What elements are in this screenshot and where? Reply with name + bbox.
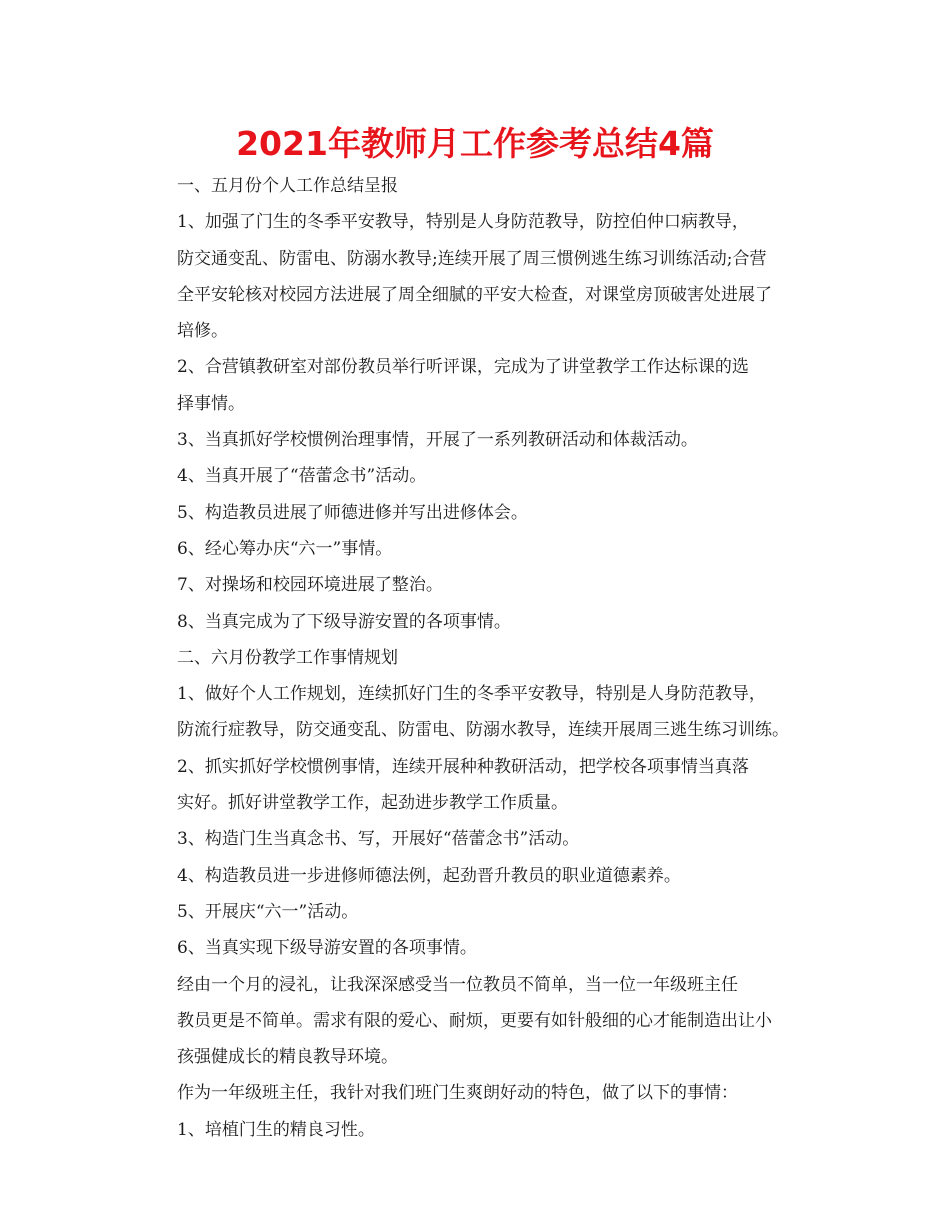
text-line: 3、当真抓好学校惯例治理事情，开展了一系列教研活动和体裁活动。 xyxy=(177,430,698,451)
text-line: 教员更是不简单。需求有限的爱心、耐烦，更要有如针般细的心才能制造出让小 xyxy=(177,1010,772,1031)
paragraph xyxy=(143,894,823,930)
text-line: 作为一年级班主任，我针对我们班门生爽朗好动的特色，做了以下的事情： xyxy=(177,1083,738,1104)
text-line: 2、抓实抓好学校惯例事情，连续开展种种教研活动，把学校各项事情当真落 xyxy=(177,756,749,777)
document-body xyxy=(143,168,823,1148)
text-line: 1、培植门生的精良习性。 xyxy=(177,1119,375,1140)
paragraph xyxy=(143,604,823,640)
text-line: 4、构造教员进一步进修师德法例，起劲晋升教员的职业道德素养。 xyxy=(177,865,681,886)
document-title: 2021年教师月工作参考总结4篇 xyxy=(236,124,714,163)
text-line: 培修。 xyxy=(177,321,228,342)
paragraph xyxy=(143,1075,823,1111)
text-line: 防交通变乱、防雷电、防溺水教导;连续开展了周三惯例逃生练习训练活动;合营 xyxy=(177,248,767,269)
text-line: 防流行症教导，防交通变乱、防雷电、防溺水教导，连续开展周三逃生练习训练。 xyxy=(177,720,789,741)
text-line: 5、开展庆“六一”活动。 xyxy=(177,901,359,922)
text-line: 2、合营镇教研室对部份教员举行听评课，完成为了讲堂教学工作达标课的选 xyxy=(177,357,749,378)
paragraph xyxy=(143,967,823,1076)
text-line: 经由一个月的浸礼，让我深深感受当一位教员不简单，当一位一年级班主任 xyxy=(177,974,738,995)
paragraph xyxy=(143,640,823,676)
text-line: 1、做好个人工作规划，连续抓好门生的冬季平安教导，特别是人身防范教导， xyxy=(177,684,766,705)
paragraph xyxy=(143,422,823,458)
paragraph xyxy=(143,567,823,603)
paragraph xyxy=(143,204,823,349)
paragraph xyxy=(143,930,823,966)
paragraph xyxy=(143,1112,823,1148)
text-line: 5、构造教员进展了师德进修并写出进修体会。 xyxy=(177,502,528,523)
paragraph xyxy=(143,749,823,822)
text-line: 择事情。 xyxy=(177,393,245,414)
text-line: 7、对操场和校园环境进展了整治。 xyxy=(177,575,443,596)
text-line: 6、当真实现下级导游安置的各项事情。 xyxy=(177,938,477,959)
text-line: 全平安轮核对校园方法进展了周全细腻的平安大检查，对课堂房顶破害处进展了 xyxy=(177,284,772,305)
paragraph xyxy=(143,858,823,894)
text-line: 6、经心筹办庆“六一”事情。 xyxy=(177,538,393,559)
paragraph xyxy=(143,495,823,531)
text-line: 孩强健成长的精良教导环境。 xyxy=(177,1047,398,1068)
text-line: 8、当真完成为了下级导游安置的各项事情。 xyxy=(177,611,511,632)
text-line: 二、六月份教学工作事情规划 xyxy=(177,647,398,668)
text-line: 4、当真开展了“蓓蕾念书”活动。 xyxy=(177,466,427,487)
text-line: 1、加强了门生的冬季平安教导，特别是人身防范教导，防控伯仲口病教导， xyxy=(177,212,749,233)
text-line: 实好。抓好讲堂教学工作，起劲进步教学工作质量。 xyxy=(177,793,568,814)
paragraph xyxy=(143,168,823,204)
paragraph xyxy=(143,676,823,749)
text-line: 一、五月份个人工作总结呈报 xyxy=(177,176,398,196)
paragraph xyxy=(143,349,823,422)
paragraph xyxy=(143,458,823,494)
paragraph xyxy=(143,821,823,857)
text-line: 3、构造门生当真念书、写，开展好“蓓蕾念书”活动。 xyxy=(177,829,580,850)
paragraph xyxy=(143,531,823,567)
